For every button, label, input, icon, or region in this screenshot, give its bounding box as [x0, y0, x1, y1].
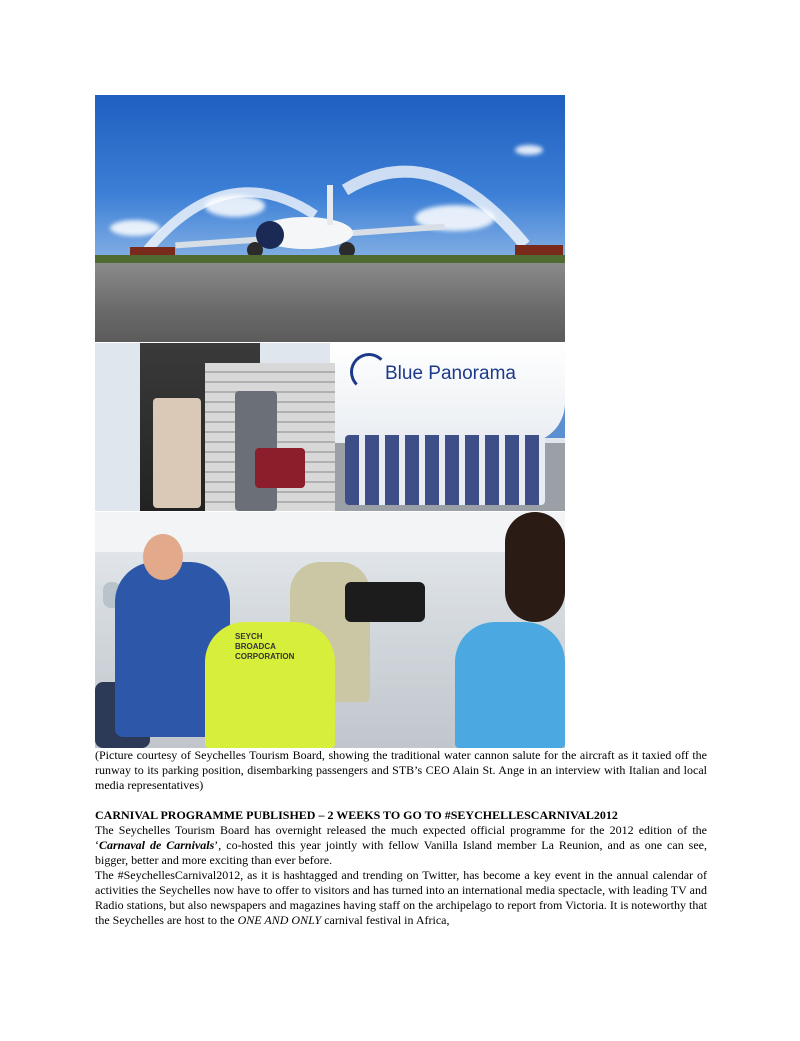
- vest-text-line: BROADCA: [235, 642, 276, 651]
- flower-basket: [255, 448, 305, 488]
- journalist: [455, 622, 565, 748]
- media-interview-photo: [95, 512, 565, 748]
- paragraph-text: carnival festival in Africa,: [321, 913, 450, 927]
- paragraph-text: ’, co-hosted this year jointly with fellow Vanilla Island member La Reunion, and as one can see, bigger, better and more exciting than ever before.: [95, 838, 707, 867]
- passenger: [153, 398, 201, 508]
- water-cannon-salute-photo: [95, 95, 565, 342]
- interviewee-head: [143, 534, 183, 580]
- emphasis-text: Carnaval de Carnivals: [99, 838, 215, 852]
- passengers-and-crew-photo: [95, 343, 565, 511]
- crew-line: [345, 435, 545, 505]
- airline-brand-text: Blue Panorama: [385, 363, 516, 384]
- article-paragraph: [95, 823, 707, 868]
- video-camera: [345, 582, 425, 622]
- vest-text-line: CORPORATION: [235, 652, 295, 661]
- airline-logo: [350, 353, 388, 391]
- vest-text-line: SEYCH: [235, 632, 263, 641]
- vest-text: [235, 632, 294, 662]
- runway: [95, 263, 565, 342]
- photo-caption: (Picture courtesy of Seychelles Tourism Board, showing the traditional water cannon salute for the aircraft as it taxied off the runway to its parking position, disembarking passengers and STB’s CEO Alain St. Ange in an interview with Italian and local media representatives): [95, 748, 707, 792]
- paragraph-text: The #SeychellesCarnival2012, as it is hashtagged and trending on Twitter, has become a key event in the annual calendar of activities the Seychelles now have to offer to visitors and has turned into an international media spectacle, with leading TV and Radio stations, but also newspapers and magazines having staff on the archipelago to report from Victoria. It is noteworthy that the Seychelles are host to the: [95, 868, 707, 927]
- article-heading: CARNIVAL PROGRAMME PUBLISHED – 2 WEEKS TO GO TO #SEYCHELLESCARNIVAL2012: [95, 808, 618, 822]
- reporter-vest: [205, 622, 335, 748]
- journalist-hair: [505, 512, 565, 622]
- article-paragraph: [95, 868, 707, 928]
- paragraph-text: The Seychelles Tourism Board has overnight released the much expected official programme for the 2012 edition of the ‘: [95, 823, 707, 852]
- grass-strip: [95, 255, 565, 263]
- emphasis-text: ONE AND ONLY: [237, 913, 322, 927]
